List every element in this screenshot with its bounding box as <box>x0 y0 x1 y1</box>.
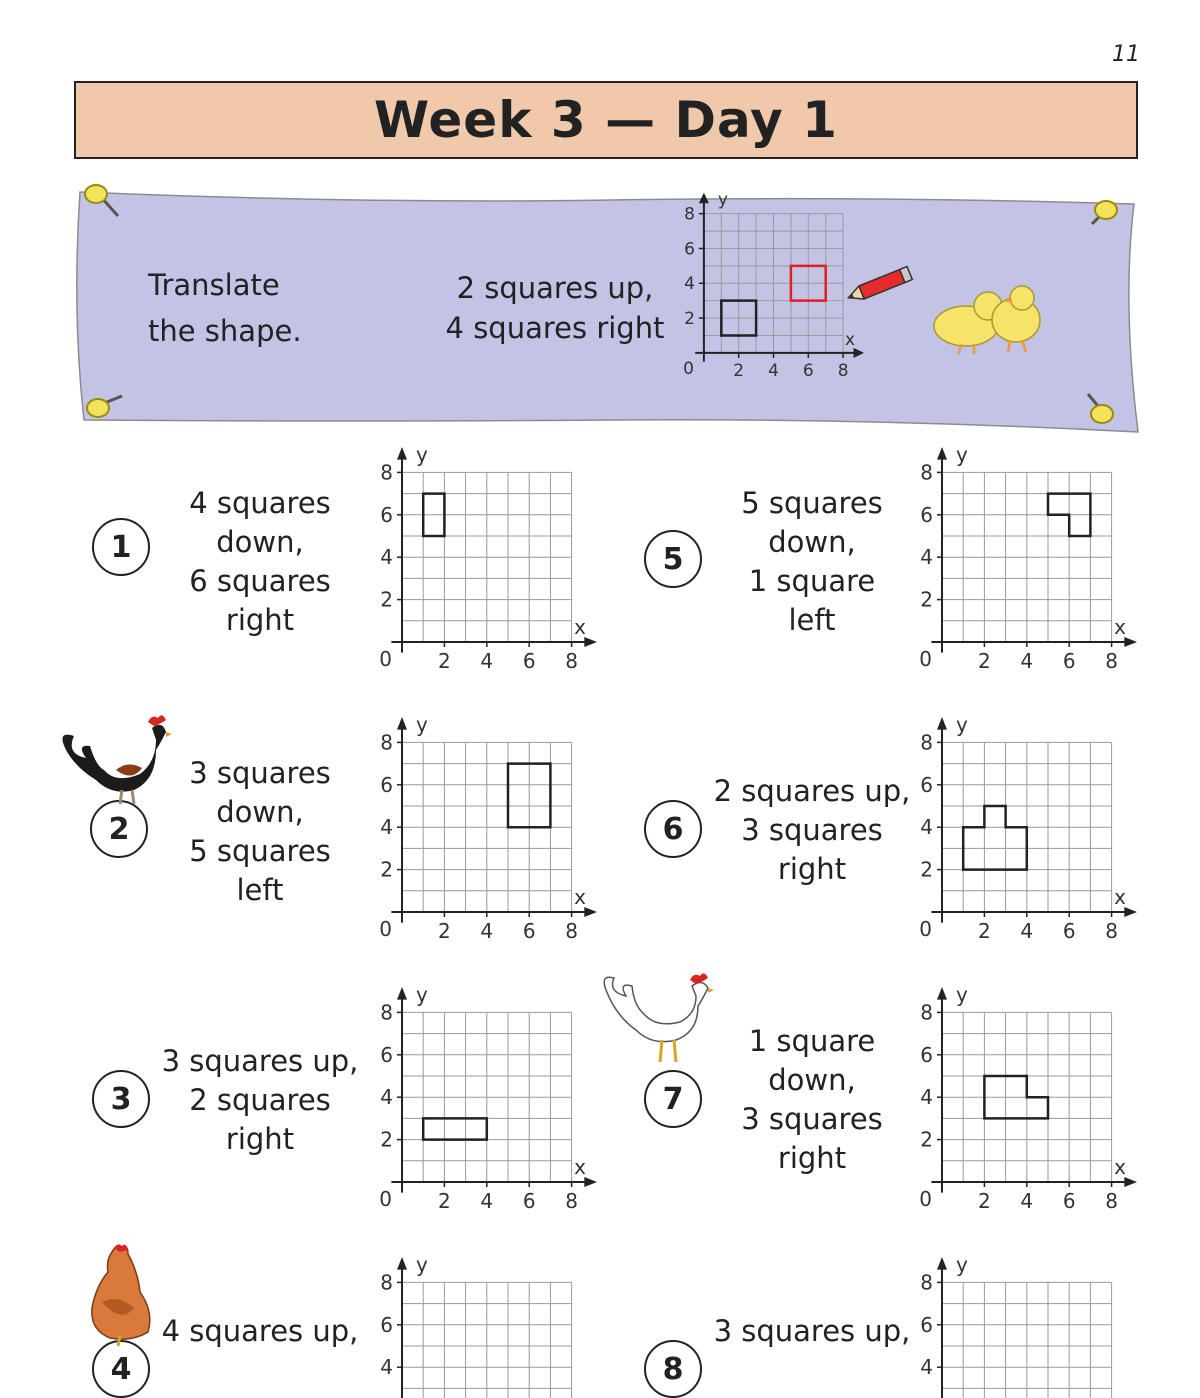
instruction-line: 3 squares up, <box>140 1042 380 1081</box>
x-axis-label: x <box>1114 1155 1126 1179</box>
y-tick-label: 8 <box>380 1270 393 1294</box>
question-6-instruction <box>692 772 932 889</box>
x-axis-label: x <box>574 885 586 909</box>
x-tick-label: 4 <box>480 1189 493 1213</box>
y-axis-label: y <box>956 443 968 467</box>
x-tick-label: 8 <box>1105 919 1118 943</box>
x-tick-label: 4 <box>480 919 493 943</box>
question-3-instruction <box>140 1042 380 1159</box>
question-7-instruction <box>692 1022 932 1178</box>
y-axis-label: y <box>956 983 968 1007</box>
instruction-line: right <box>692 1139 932 1178</box>
question-8-instruction <box>692 1312 932 1351</box>
question-2-instruction <box>140 754 380 910</box>
x-axis-arrow <box>854 348 864 358</box>
question-5-instruction <box>692 484 932 640</box>
x-tick-label: 2 <box>438 649 451 673</box>
instruction-line: left <box>692 601 932 640</box>
y-axis-arrow <box>397 447 407 460</box>
question-1-grid <box>368 446 600 678</box>
instruction-line: down, <box>140 523 380 562</box>
x-axis-label: x <box>574 615 586 639</box>
question-3-grid <box>368 986 600 1218</box>
x-tick-label: 6 <box>523 919 536 943</box>
chicks-icon <box>926 282 1050 358</box>
brown-hen-icon <box>82 1242 158 1346</box>
origin-label: 0 <box>379 647 392 671</box>
origin-label: 0 <box>919 917 932 941</box>
x-tick-label: 6 <box>803 361 814 381</box>
y-tick-label: 8 <box>920 460 933 484</box>
y-axis-label: y <box>416 983 428 1007</box>
question-number: 3 <box>92 1070 150 1128</box>
x-axis-arrow <box>1124 907 1137 917</box>
y-tick-label: 8 <box>380 460 393 484</box>
instruction-line: 5 squares <box>692 484 932 523</box>
y-tick-label: 6 <box>380 1043 393 1067</box>
y-axis-label: y <box>416 1253 428 1277</box>
y-axis-label: y <box>956 1253 968 1277</box>
hen-icon <box>600 966 718 1074</box>
instruction-line: 2 squares up, <box>692 772 932 811</box>
x-axis-arrow <box>584 637 597 647</box>
example-translation <box>440 268 670 348</box>
x-axis-label: x <box>574 1155 586 1179</box>
x-tick-label: 8 <box>838 361 849 381</box>
y-axis-label: y <box>416 713 428 737</box>
shape <box>423 1118 487 1139</box>
instruction-line: 2 squares <box>140 1081 380 1120</box>
instruction-line: 1 square <box>692 562 932 601</box>
origin-label: 0 <box>919 1187 932 1211</box>
y-axis-label: y <box>416 443 428 467</box>
y-axis-label: y <box>956 713 968 737</box>
y-tick-label: 8 <box>920 1000 933 1024</box>
title-bar <box>74 81 1138 159</box>
x-tick-label: 8 <box>565 1189 578 1213</box>
y-axis-arrow <box>937 447 947 460</box>
x-tick-label: 2 <box>733 361 744 381</box>
question-4-grid <box>368 1256 600 1358</box>
x-axis-arrow <box>584 1177 597 1187</box>
question-2-grid <box>368 716 600 948</box>
y-tick-label: 4 <box>684 274 695 294</box>
origin-label: 0 <box>683 359 694 379</box>
x-tick-label: 2 <box>978 919 991 943</box>
y-tick-label: 2 <box>920 588 933 612</box>
y-tick-label: 2 <box>920 858 933 882</box>
x-tick-label: 8 <box>1105 649 1118 673</box>
y-axis-arrow <box>397 987 407 1000</box>
question-number: 5 <box>644 530 702 588</box>
question-number: 8 <box>644 1340 702 1398</box>
instruction-line: down, <box>692 1061 932 1100</box>
y-axis-arrow <box>397 1257 407 1270</box>
question-number: 4 <box>92 1340 150 1398</box>
x-axis-label: x <box>1114 885 1126 909</box>
y-tick-label: 6 <box>920 1043 933 1067</box>
y-tick-label: 6 <box>920 1313 933 1337</box>
x-axis-label: x <box>845 330 855 350</box>
x-tick-label: 2 <box>438 1189 451 1213</box>
x-tick-label: 2 <box>978 649 991 673</box>
x-tick-label: 4 <box>1020 1189 1033 1213</box>
y-tick-label: 2 <box>684 309 695 329</box>
question-8-grid <box>908 1256 1140 1358</box>
instruction-line: 3 squares <box>140 754 380 793</box>
question-number: 2 <box>90 800 148 858</box>
y-tick-label: 6 <box>380 773 393 797</box>
x-tick-label: 6 <box>523 1189 536 1213</box>
x-tick-label: 4 <box>480 649 493 673</box>
x-tick-label: 6 <box>1063 919 1076 943</box>
x-tick-label: 6 <box>1063 649 1076 673</box>
y-tick-label: 4 <box>380 545 393 569</box>
x-tick-label: 8 <box>565 649 578 673</box>
origin-label: 0 <box>919 647 932 671</box>
x-tick-label: 4 <box>1020 919 1033 943</box>
y-axis-arrow <box>937 987 947 1000</box>
y-axis-arrow <box>397 717 407 730</box>
y-tick-label: 6 <box>920 773 933 797</box>
y-axis-label: y <box>718 190 728 210</box>
instruction-line: 4 squares up, <box>140 1312 380 1351</box>
instruction-line: 3 squares <box>692 1100 932 1139</box>
x-tick-label: 8 <box>1105 1189 1118 1213</box>
y-tick-label: 4 <box>380 1355 393 1379</box>
page-number: 11 <box>1100 42 1140 67</box>
instruction-line: down, <box>140 793 380 832</box>
y-tick-label: 6 <box>380 1313 393 1337</box>
x-tick-label: 8 <box>565 919 578 943</box>
example-grid <box>676 212 868 408</box>
x-axis-label: x <box>1114 615 1126 639</box>
translation-line: 2 squares up, <box>440 268 670 308</box>
x-axis-arrow <box>1124 637 1137 647</box>
y-tick-label: 4 <box>920 1355 933 1379</box>
instruction-line: 6 squares <box>140 562 380 601</box>
y-tick-label: 8 <box>380 1000 393 1024</box>
origin-label: 0 <box>379 1187 392 1211</box>
question-number: 1 <box>92 518 150 576</box>
question-5-grid <box>908 446 1140 678</box>
page-title: Week 3 — Day 1 <box>374 91 838 149</box>
y-tick-label: 8 <box>920 1270 933 1294</box>
question-number: 7 <box>644 1070 702 1128</box>
y-tick-label: 4 <box>380 815 393 839</box>
y-tick-label: 2 <box>920 1128 933 1152</box>
y-tick-label: 2 <box>380 588 393 612</box>
instruction-line: 5 squares <box>140 832 380 871</box>
instruction-line: right <box>140 1120 380 1159</box>
instruction-line: 3 squares up, <box>692 1312 932 1351</box>
question-7-grid <box>908 986 1140 1218</box>
y-axis-arrow <box>937 1257 947 1270</box>
question-1-instruction <box>140 484 380 640</box>
origin-label: 0 <box>379 917 392 941</box>
y-tick-label: 8 <box>684 205 695 225</box>
y-tick-label: 6 <box>380 503 393 527</box>
instruction-line: right <box>692 850 932 889</box>
y-tick-label: 4 <box>920 1085 933 1109</box>
instruction-line: Translate <box>148 262 348 308</box>
x-tick-label: 6 <box>1063 1189 1076 1213</box>
x-tick-label: 2 <box>978 1189 991 1213</box>
instruction-line: 4 squares <box>140 484 380 523</box>
question-6-grid <box>908 716 1140 948</box>
rooster-icon <box>56 710 172 810</box>
example-instruction <box>148 262 348 354</box>
x-tick-label: 6 <box>523 649 536 673</box>
y-tick-label: 2 <box>380 858 393 882</box>
pencil-icon <box>842 266 918 304</box>
instruction-line: the shape. <box>148 308 348 354</box>
instruction-line: 3 squares <box>692 811 932 850</box>
y-tick-label: 2 <box>380 1128 393 1152</box>
translation-line: 4 squares right <box>440 308 670 348</box>
instruction-line: down, <box>692 523 932 562</box>
instruction-line: left <box>140 871 380 910</box>
instruction-line: 1 square <box>692 1022 932 1061</box>
x-tick-label: 4 <box>768 361 779 381</box>
x-axis-arrow <box>1124 1177 1137 1187</box>
y-tick-label: 6 <box>684 239 695 259</box>
instruction-line: right <box>140 601 380 640</box>
y-tick-label: 4 <box>380 1085 393 1109</box>
x-tick-label: 2 <box>438 919 451 943</box>
y-tick-label: 4 <box>920 545 933 569</box>
shape <box>963 806 1027 870</box>
question-4-instruction <box>140 1312 380 1351</box>
y-tick-label: 8 <box>380 730 393 754</box>
x-axis-arrow <box>584 907 597 917</box>
y-tick-label: 8 <box>920 730 933 754</box>
y-tick-label: 4 <box>920 815 933 839</box>
y-tick-label: 6 <box>920 503 933 527</box>
y-axis-arrow <box>937 717 947 730</box>
question-number: 6 <box>644 800 702 858</box>
x-tick-label: 4 <box>1020 649 1033 673</box>
